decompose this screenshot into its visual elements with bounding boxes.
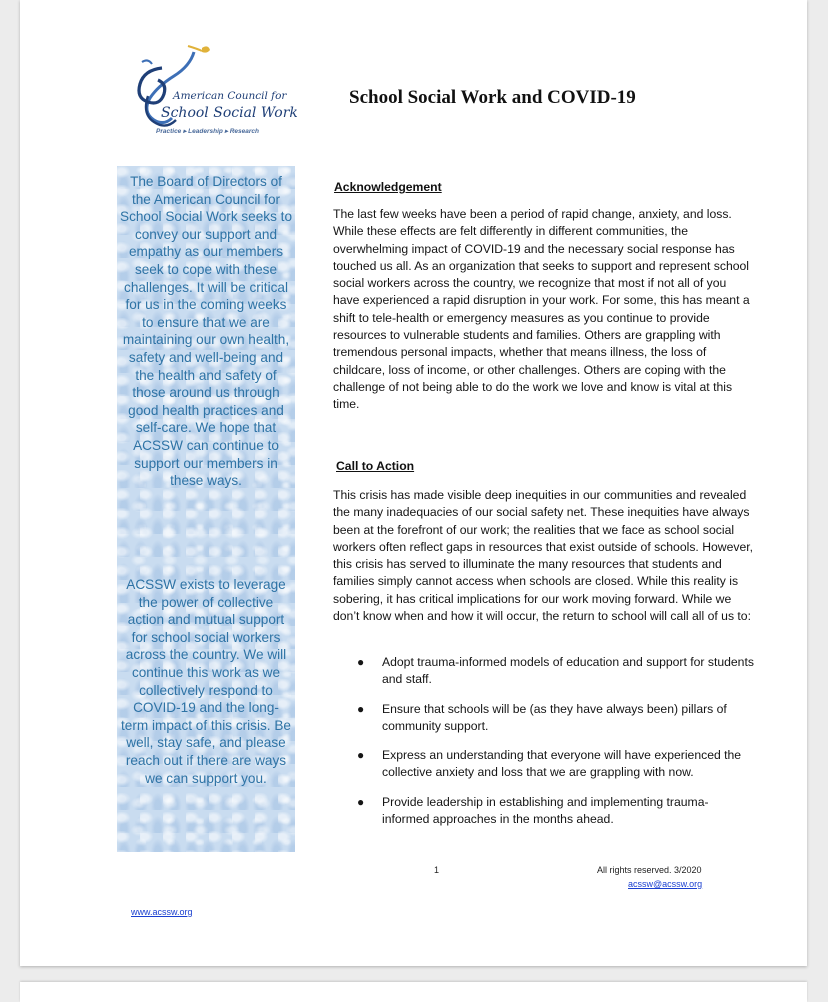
list-item — [355, 794, 755, 829]
acknowledgement-heading: Acknowledgement — [334, 180, 442, 194]
logo-line1: American Council for — [173, 90, 287, 102]
page-number: 1 — [434, 865, 440, 875]
call-to-action-heading: Call to Action — [336, 459, 415, 473]
call-to-action-paragraph: This crisis has made visible deep inequities in our communities and revealed the many inadequacies of our social safety net. These inequities have always been at the forefront of our work; the realities that we face as school social workers often reflect gaps in resources that exist outside of schools. However, this crisis has served to illuminate the many resources that students and families simply cannot access when schools are closed. While this reality is sobering, it has critical implications for our work moving forward. While we don’t know when and how it will occur, the return to school will call all of us to: — [333, 488, 753, 624]
document-title: School Social Work and COVID-19 — [349, 87, 636, 108]
bullet-icon: ● — [357, 748, 365, 763]
logo-line2: School Social Work — [161, 105, 298, 121]
action-bullet-list — [355, 654, 755, 840]
email-link[interactable]: acssw@acssw.org — [628, 879, 703, 889]
sidebar-message-box — [117, 166, 295, 852]
bullet-icon: ● — [357, 655, 365, 669]
list-item — [355, 654, 755, 689]
logo-tagline: Practice ▸ Leadership ▸ Research — [156, 128, 259, 135]
bullet-text: Provide leadership in establishing and implementing trauma-informed approaches in the months ahead. — [382, 794, 709, 827]
next-page-edge — [20, 982, 807, 1002]
sidebar-paragraph: The Board of Directors of the American Council for School Social Work seeks to convey our support and empathy as our members seek to cope with these challenges. It will be critical for us in the coming weeks to ensure that we are maintaining our own health, safety and well-being and the health and safety of those around us through good health practices and self-care. We hope that ACSSW can continue to support our members in these ways. — [120, 174, 293, 489]
acknowledgement-paragraph: The last few weeks have been a period of rapid change, anxiety, and loss. While these effects are felt differently in different communities, the overwhelming impact of COVID-19 and the necessary social response has touched us all. As an organization that seeks to support and represent school social workers across the country, we recognize that most if not all of you have experienced a rapid disruption in your work. For some, this has meant a shift to tele-health or emergency measures as you continue to provide resources to vulnerable students and families. Others are grappling with tremendous personal impacts, whether that means illness, the loss of childcare, loss of income, or other challenges. Others are coping with the challenge of not being able to do the work we love and know is vital at this time. — [333, 207, 750, 412]
list-item — [355, 701, 755, 736]
document-page — [20, 0, 807, 966]
bullet-icon: ● — [357, 701, 365, 716]
bullet-text: Adopt trauma-informed models of education and support for students and staff. — [382, 655, 754, 687]
sidebar-paragraph: ACSSW exists to leverage the power of collective action and mutual support for school social workers across the country. We will continue this work as we collectively respond to COVID-19 and the long-term impact of this crisis. Be well, stay safe, and please reach out if there are ways we can support you. — [121, 577, 291, 786]
bullet-icon: ● — [357, 794, 365, 809]
bullet-text: Ensure that schools will be (as they have always been) pillars of community support. — [382, 701, 727, 733]
organization-logo — [116, 38, 298, 148]
copyright-notice: All rights reserved. 3/2020 — [597, 865, 702, 875]
list-item — [355, 747, 755, 782]
bullet-text: Express an understanding that everyone will have experienced the collective anxiety and loss that we are grappling with now. — [382, 748, 742, 780]
website-link[interactable]: www.acssw.org — [131, 907, 193, 917]
